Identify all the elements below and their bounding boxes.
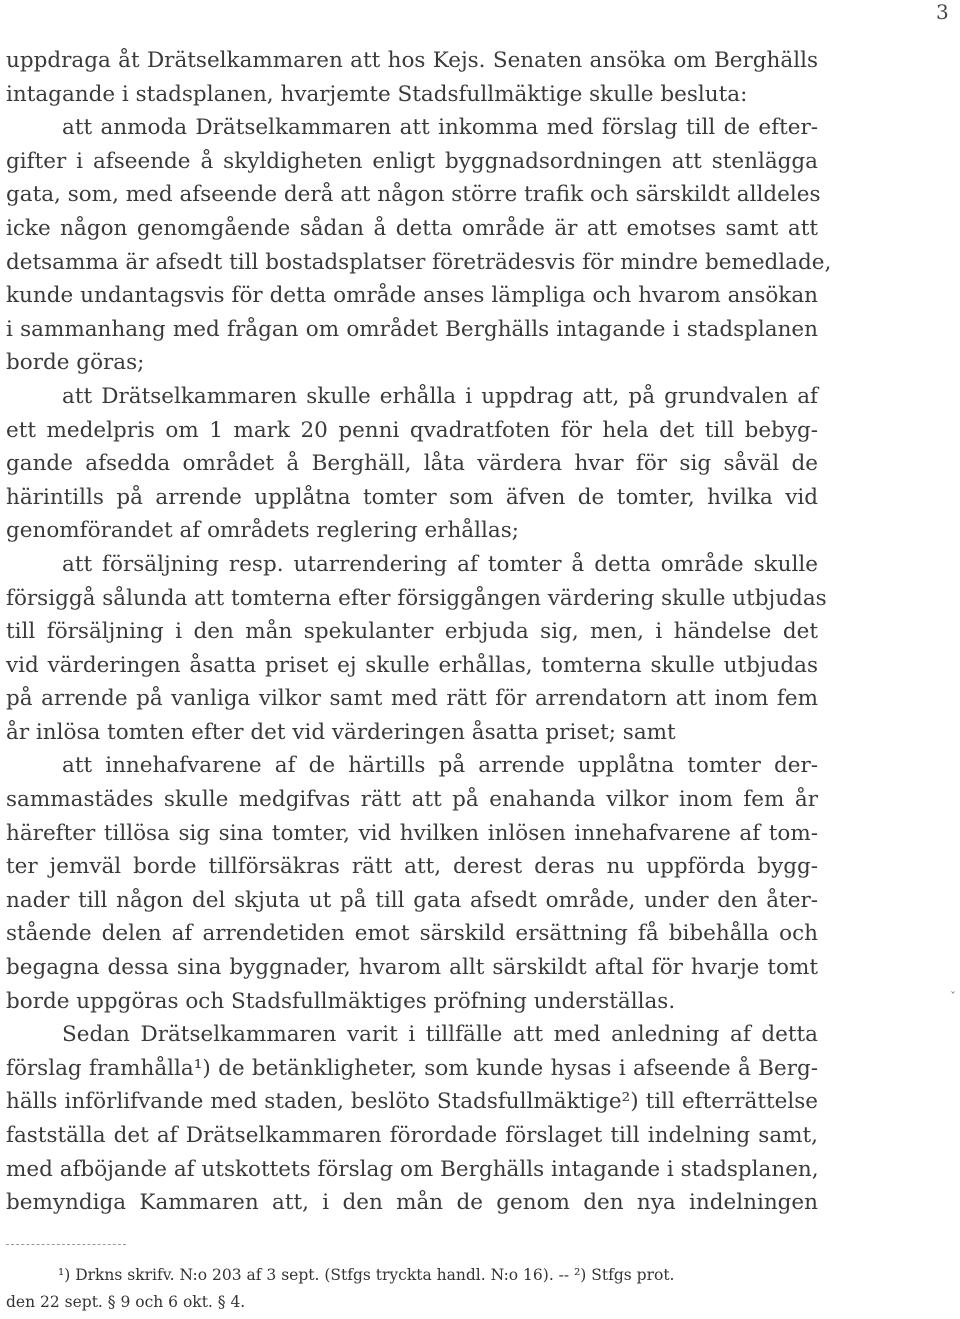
- text-line: bemyndiga Kammaren att, i den mån de genom den nya indelningen: [6, 1190, 818, 1216]
- text-line: år inlösa tomten efter det vid värderingen åsatta priset; samt: [6, 719, 676, 745]
- text-line: gande afsedda området å Berghäll, låta värdera hvar för sig såväl de: [6, 451, 818, 477]
- text-line: fastställa det af Drätselkammaren förordade förslaget till indelning samt,: [6, 1123, 818, 1148]
- text-line: att anmoda Drätselkammaren att inkomma med förslag till de efter-: [62, 115, 818, 141]
- margin-mark: ˇ: [950, 990, 956, 1004]
- text-line: icke någon genomgående sådan å detta område är att emotses samt att: [6, 215, 818, 241]
- text-line: hälls införlifvande med staden, beslöto Stadsfullmäktige²) till efterrättelse: [6, 1089, 818, 1115]
- text-line: till försäljning i den mån spekulanter erbjuda sig, men, i händelse det: [6, 619, 818, 645]
- text-line: härefter tillösa sig sina tomter, vid hvilken inlösen innehafvarene af tom-: [6, 820, 818, 846]
- text-line: stående delen af arrendetiden emot särskild ersättning få bibehålla och: [6, 921, 818, 947]
- text-line: att Drätselkammaren skulle erhålla i uppdrag att, på grundvalen af: [62, 383, 818, 409]
- body-text: [6, 44, 832, 1220]
- text-line: begagna dessa sina byggnader, hvarom allt särskildt aftal för hvarje tomt: [6, 955, 818, 981]
- text-line: Sedan Drätselkammaren varit i tillfälle att med anledning af detta: [62, 1022, 818, 1048]
- text-line: vid värderingen åsatta priset ej skulle erhållas, tomterna skulle utbjudas: [6, 652, 818, 678]
- text-line: sammastädes skulle medgifvas rätt att på enahanda vilkor inom fem år: [6, 787, 818, 813]
- text-line: intagande i stadsplanen, hvarjemte Stadsfullmäktige skulle besluta:: [6, 81, 748, 107]
- text-line: att försäljning resp. utarrendering af tomter å detta område skulle: [62, 551, 818, 577]
- footnote-line: ¹) Drkns skrifv. N:o 203 af 3 sept. (Stfgs tryckta handl. N:o 16). -- ²) Stfgs prot.: [58, 1266, 675, 1284]
- footnotes: [6, 1262, 818, 1316]
- text-line: gata, som, med afseende derå att någon större trafik och särskildt alldeles: [6, 182, 821, 208]
- text-line: uppdraga åt Drätselkammaren att hos Kejs. Senaten ansöka om Berghälls: [6, 48, 818, 73]
- text-line: nader till någon del skjuta ut på till gata afsedt område, under den åter-: [6, 887, 818, 913]
- text-line: försiggå sålunda att tomterna efter försiggången värdering skulle utbjudas: [6, 585, 827, 611]
- text-line: med afböjande af utskottets förslag om Berghälls intagande i stadsplanen,: [6, 1156, 819, 1182]
- text-line: kunde undantagsvis för detta område anses lämpliga och hvarom ansökan: [6, 283, 818, 309]
- text-line: borde göras;: [6, 350, 145, 376]
- text-line: att innehafvarene af de härtills på arrende upplåtna tomter der-: [62, 753, 818, 779]
- text-line: förslag framhålla¹) de betänkligheter, som kunde hysas i afseende å Berg-: [6, 1055, 818, 1081]
- text-line: borde uppgöras och Stadsfullmäktiges pröfning underställas.: [6, 988, 676, 1014]
- footnote-line: den 22 sept. § 9 och 6 okt. § 4.: [6, 1293, 246, 1311]
- text-line: genomförandet af områdets reglering erhållas;: [6, 518, 519, 544]
- text-line: i sammanhang med frågan om området Berghälls intagande i stadsplanen: [6, 316, 818, 342]
- text-line: ter jemväl borde tillförsäkras rätt att, derest deras nu uppförda bygg-: [6, 854, 818, 880]
- text-line: härintills på arrende upplåtna tomter som äfven de tomter, hvilka vid: [6, 484, 818, 510]
- footnote-rule: [6, 1244, 126, 1245]
- page-number: 3: [936, 0, 949, 24]
- text-line: ett medelpris om 1 mark 20 penni qvadratfoten för hela det till bebyg-: [6, 417, 818, 443]
- text-line: gifter i afseende å skyldigheten enligt byggnadsordningen att stenlägga: [6, 148, 818, 174]
- text-line: på arrende på vanliga vilkor samt med rätt för arrendatorn att inom fem: [6, 686, 818, 712]
- text-line: detsamma är afsedt till bostadsplatser företrädesvis för mindre bemedlade,: [6, 249, 832, 275]
